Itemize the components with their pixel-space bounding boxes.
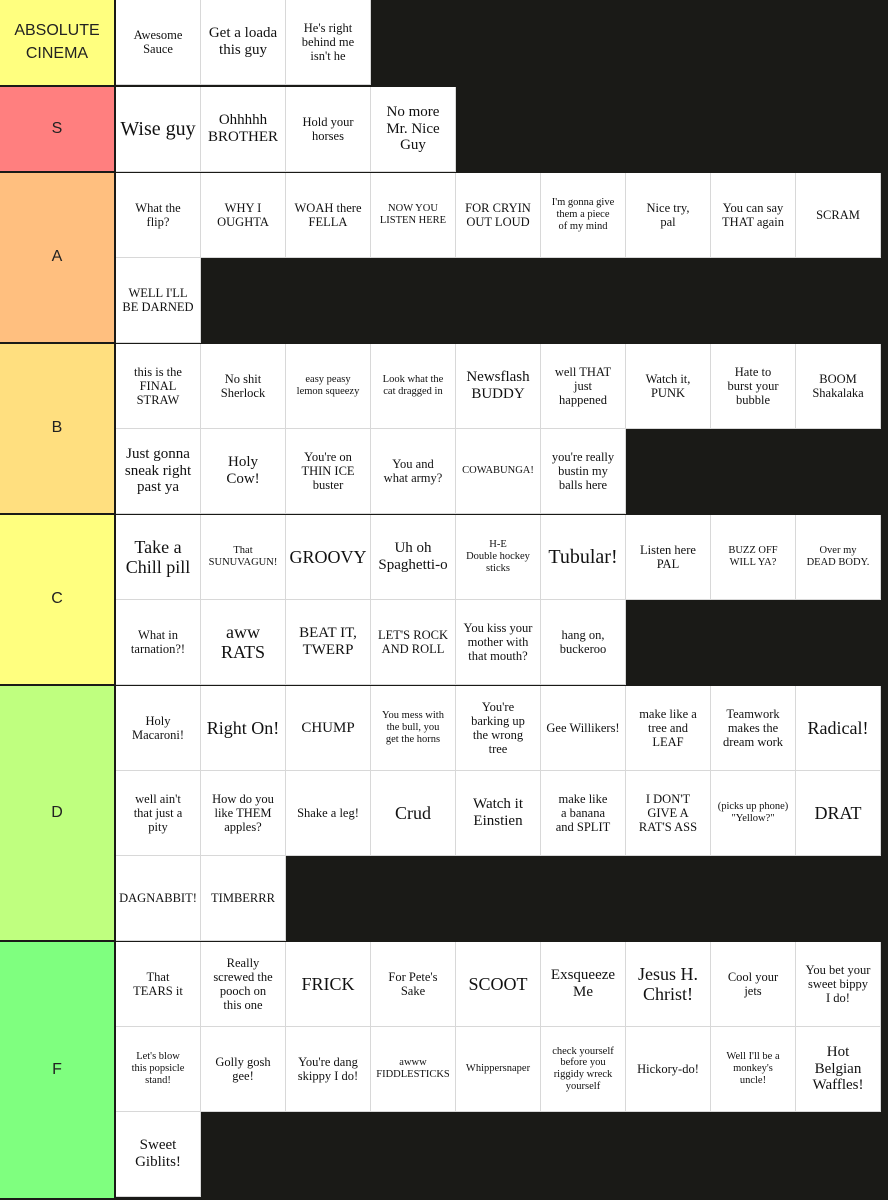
tier-card[interactable]: No more Mr. Nice Guy bbox=[371, 87, 456, 172]
tier-card[interactable]: You can say THAT again bbox=[711, 173, 796, 258]
tier-row bbox=[0, 942, 888, 1200]
tier-card[interactable]: DAGNABBIT! bbox=[116, 856, 201, 941]
tier-card[interactable]: Newsflash BUDDY bbox=[456, 344, 541, 429]
tier-card[interactable]: FRICK bbox=[286, 942, 371, 1027]
tier-card[interactable]: Gee Willikers! bbox=[541, 686, 626, 771]
tier-items[interactable] bbox=[116, 344, 888, 513]
tier-card[interactable]: Golly gosh gee! bbox=[201, 1027, 286, 1112]
tier-card[interactable]: You mess with the bull, you get the horns bbox=[371, 686, 456, 771]
tier-card[interactable]: Wise guy bbox=[116, 87, 201, 172]
tier-card[interactable]: (picks up phone) "Yellow?" bbox=[711, 771, 796, 856]
tier-card[interactable]: You and what army? bbox=[371, 429, 456, 514]
tier-items[interactable] bbox=[116, 515, 888, 684]
tier-row bbox=[0, 686, 888, 942]
tier-row bbox=[0, 173, 888, 344]
tier-card[interactable]: easy peasy lemon squeezy bbox=[286, 344, 371, 429]
tier-card[interactable]: Hold your horses bbox=[286, 87, 371, 172]
tier-items[interactable] bbox=[116, 686, 888, 940]
tier-items[interactable] bbox=[116, 87, 888, 171]
tier-card[interactable]: Shake a leg! bbox=[286, 771, 371, 856]
tier-card[interactable]: Holy Cow! bbox=[201, 429, 286, 514]
tier-card[interactable]: CHUMP bbox=[286, 686, 371, 771]
tier-label[interactable]: A bbox=[0, 173, 116, 342]
tier-card[interactable]: Well I'll be a monkey's uncle! bbox=[711, 1027, 796, 1112]
tier-card[interactable]: That SUNUVAGUN! bbox=[201, 515, 286, 600]
tier-card[interactable]: You're on THIN ICE buster bbox=[286, 429, 371, 514]
tier-card[interactable]: Radical! bbox=[796, 686, 881, 771]
tier-card[interactable]: You kiss your mother with that mouth? bbox=[456, 600, 541, 685]
tier-card[interactable]: Watch it, PUNK bbox=[626, 344, 711, 429]
tier-card[interactable]: NOW YOU LISTEN HERE bbox=[371, 173, 456, 258]
tier-card[interactable]: well ain't that just a pity bbox=[116, 771, 201, 856]
tier-card[interactable]: Ohhhhh BROTHER bbox=[201, 87, 286, 172]
tier-card[interactable]: Take a Chill pill bbox=[116, 515, 201, 600]
tier-card[interactable]: awww FIDDLESTICKS bbox=[371, 1027, 456, 1112]
tier-card[interactable]: Exsqueeze Me bbox=[541, 942, 626, 1027]
tier-card[interactable]: That TEARS it bbox=[116, 942, 201, 1027]
tier-card[interactable]: WELL I'LL BE DARNED bbox=[116, 258, 201, 343]
tier-card[interactable]: Cool your jets bbox=[711, 942, 796, 1027]
tier-items[interactable] bbox=[116, 0, 888, 85]
tier-label[interactable]: D bbox=[0, 686, 116, 940]
tier-card[interactable]: How do you like THEM apples? bbox=[201, 771, 286, 856]
tier-card[interactable]: Hate to burst your bubble bbox=[711, 344, 796, 429]
tier-card[interactable]: DRAT bbox=[796, 771, 881, 856]
tier-label[interactable]: S bbox=[0, 87, 116, 171]
tier-card[interactable]: I DON'T GIVE A RAT'S ASS bbox=[626, 771, 711, 856]
tier-card[interactable]: WHY I OUGHTA bbox=[201, 173, 286, 258]
tier-card[interactable]: Nice try, pal bbox=[626, 173, 711, 258]
tier-card[interactable]: Crud bbox=[371, 771, 456, 856]
tier-card[interactable]: You bet your sweet bippy I do! bbox=[796, 942, 881, 1027]
tier-card[interactable]: Teamwork makes the dream work bbox=[711, 686, 796, 771]
tier-items[interactable] bbox=[116, 173, 888, 342]
tier-card[interactable]: Really screwed the pooch on this one bbox=[201, 942, 286, 1027]
tier-card[interactable]: Let's blow this popsicle stand! bbox=[116, 1027, 201, 1112]
tier-card[interactable]: BUZZ OFF WILL YA? bbox=[711, 515, 796, 600]
tier-card[interactable]: BOOM Shakalaka bbox=[796, 344, 881, 429]
tier-row bbox=[0, 515, 888, 686]
tier-card[interactable]: BEAT IT, TWERP bbox=[286, 600, 371, 685]
tier-card[interactable]: make like a banana and SPLIT bbox=[541, 771, 626, 856]
tier-card[interactable]: aww RATS bbox=[201, 600, 286, 685]
tier-label[interactable]: F bbox=[0, 942, 116, 1198]
tier-card[interactable]: Whippersnaper bbox=[456, 1027, 541, 1112]
tier-card[interactable]: Look what the cat dragged in bbox=[371, 344, 456, 429]
tier-label[interactable]: B bbox=[0, 344, 116, 513]
tier-row bbox=[0, 0, 888, 87]
tier-card[interactable]: make like a tree and LEAF bbox=[626, 686, 711, 771]
tier-card[interactable]: GROOVY bbox=[286, 515, 371, 600]
tier-card[interactable]: Holy Macaroni! bbox=[116, 686, 201, 771]
tier-card[interactable]: you're really bustin my balls here bbox=[541, 429, 626, 514]
tier-card[interactable]: Uh oh Spaghetti-o bbox=[371, 515, 456, 600]
tier-card[interactable]: Listen here PAL bbox=[626, 515, 711, 600]
tier-card[interactable]: H-E Double hockey sticks bbox=[456, 515, 541, 600]
tier-card[interactable]: I'm gonna give them a piece of my mind bbox=[541, 173, 626, 258]
tier-card[interactable]: SCOOT bbox=[456, 942, 541, 1027]
tier-card[interactable]: You're barking up the wrong tree bbox=[456, 686, 541, 771]
tier-card[interactable]: well THAT just happened bbox=[541, 344, 626, 429]
tier-card[interactable]: For Pete's Sake bbox=[371, 942, 456, 1027]
tier-card[interactable]: No shit Sherlock bbox=[201, 344, 286, 429]
tier-row bbox=[0, 344, 888, 515]
tier-card[interactable]: He's right behind me isn't he bbox=[286, 0, 371, 85]
tier-card[interactable]: TIMBERRR bbox=[201, 856, 286, 941]
tier-card[interactable]: You're dang skippy I do! bbox=[286, 1027, 371, 1112]
tier-card[interactable]: What in tarnation?! bbox=[116, 600, 201, 685]
tier-card[interactable]: hang on, buckeroo bbox=[541, 600, 626, 685]
tier-label[interactable]: ABSOLUTE CINEMA bbox=[0, 0, 116, 85]
tier-card[interactable]: Hickory-do! bbox=[626, 1027, 711, 1112]
tier-card[interactable]: LET'S ROCK AND ROLL bbox=[371, 600, 456, 685]
tier-card[interactable]: What the flip? bbox=[116, 173, 201, 258]
tier-card[interactable]: Tubular! bbox=[541, 515, 626, 600]
tier-items[interactable] bbox=[116, 942, 888, 1198]
tier-card[interactable]: Hot Belgian Waffles! bbox=[796, 1027, 881, 1112]
tier-card[interactable]: Just gonna sneak right past ya bbox=[116, 429, 201, 514]
tier-card[interactable]: Watch it Einstien bbox=[456, 771, 541, 856]
tier-card[interactable]: Awesome Sauce bbox=[116, 0, 201, 85]
tier-card[interactable]: check yourself before you riggidy wreck yourself bbox=[541, 1027, 626, 1112]
tier-card[interactable]: Jesus H. Christ! bbox=[626, 942, 711, 1027]
tier-card[interactable]: Sweet Giblits! bbox=[116, 1112, 201, 1197]
tier-card[interactable]: Get a loada this guy bbox=[201, 0, 286, 85]
tier-card[interactable]: COWABUNGA! bbox=[456, 429, 541, 514]
tier-card[interactable]: WOAH there FELLA bbox=[286, 173, 371, 258]
tier-card[interactable]: SCRAM bbox=[796, 173, 881, 258]
tier-card[interactable]: Right On! bbox=[201, 686, 286, 771]
tier-card[interactable]: this is the FINAL STRAW bbox=[116, 344, 201, 429]
tier-row bbox=[0, 87, 888, 173]
tier-label[interactable]: C bbox=[0, 515, 116, 684]
tier-card[interactable]: Over my DEAD BODY. bbox=[796, 515, 881, 600]
tier-card[interactable]: FOR CRYIN OUT LOUD bbox=[456, 173, 541, 258]
